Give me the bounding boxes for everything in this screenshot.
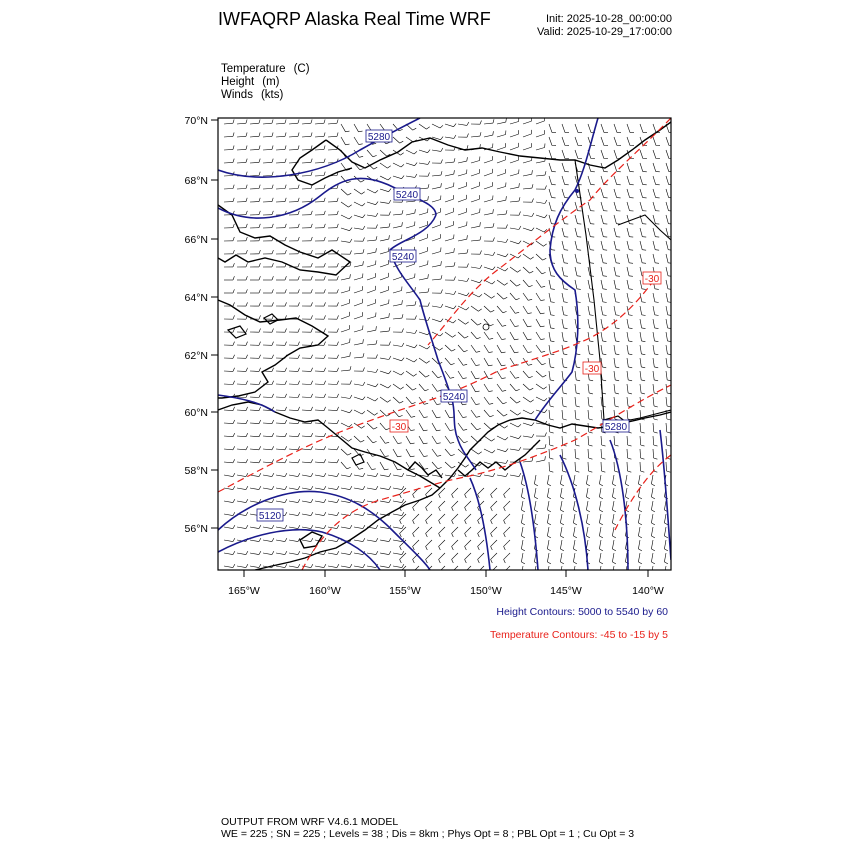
height-contour-note: Height Contours: 5000 to 5540 by 60: [496, 606, 668, 618]
lon-label-150w: 150°W: [470, 585, 502, 597]
svg-text:-30: -30: [391, 422, 407, 433]
lat-label-62: 62°N: [184, 350, 208, 362]
lon-label-155w: 155°W: [389, 585, 421, 597]
field-height-unit: (m): [262, 76, 280, 88]
svg-text:5280: 5280: [604, 422, 628, 433]
plot-title: IWFAQRP Alaska Real Time WRF: [218, 9, 491, 29]
temp-label-2: [583, 362, 601, 375]
wind-barbs: [224, 117, 673, 577]
lat-label-60: 60°N: [184, 407, 208, 419]
field-temperature-unit: (C): [293, 63, 310, 75]
svg-text:5240: 5240: [442, 392, 466, 403]
temp-label-1: [643, 272, 661, 285]
temp-label-3: [390, 420, 408, 433]
temperature-contour-note: Temperature Contours: -45 to -15 by 5: [489, 629, 668, 641]
field-winds-unit: (kts): [260, 89, 284, 101]
lat-label-70: 70°N: [184, 115, 208, 127]
svg-text:-30: -30: [644, 274, 660, 285]
model-footer-line1: OUTPUT FROM WRF V4.6.1 MODEL: [221, 816, 399, 828]
valid-time: Valid: 2025-10-29_17:00:00: [537, 26, 672, 38]
field-height-name: Height: [221, 76, 255, 88]
coastlines: [218, 122, 671, 600]
height-label-1: [366, 130, 392, 143]
height-label-3: [390, 250, 416, 263]
lon-label-160w: 160°W: [309, 585, 341, 597]
lon-label-140w: 140°W: [632, 585, 664, 597]
field-temperature-name: Temperature: [221, 63, 286, 75]
lon-label-165w: 165°W: [228, 585, 260, 597]
lat-label-66: 66°N: [184, 234, 208, 246]
svg-text:5120: 5120: [258, 511, 282, 522]
model-footer-line2: WE = 225 ; SN = 225 ; Levels = 38 ; Dis = 8km ; Phys Opt = 8 ; PBL Opt = 1 ; Cu Opt = 3: [221, 828, 635, 840]
svg-text:5240: 5240: [395, 190, 419, 201]
svg-text:5240: 5240: [391, 252, 415, 263]
init-time: Init: 2025-10-28_00:00:00: [546, 13, 672, 25]
height-label-5: [257, 509, 283, 522]
lon-axis: [244, 570, 648, 577]
lon-label-145w: 145°W: [550, 585, 582, 597]
field-winds-name: Winds: [221, 89, 253, 101]
height-label-2: [394, 188, 420, 201]
height-label-4: [441, 390, 467, 403]
height-label-6: [603, 420, 629, 433]
lat-axis: [211, 120, 218, 528]
lat-label-64: 64°N: [184, 292, 208, 304]
islands: [228, 314, 626, 465]
svg-text:5280: 5280: [367, 132, 391, 143]
svg-text:-30: -30: [584, 364, 600, 375]
lat-label-58: 58°N: [184, 465, 208, 477]
lat-label-56: 56°N: [184, 523, 208, 535]
lat-label-68: 68°N: [184, 175, 208, 187]
